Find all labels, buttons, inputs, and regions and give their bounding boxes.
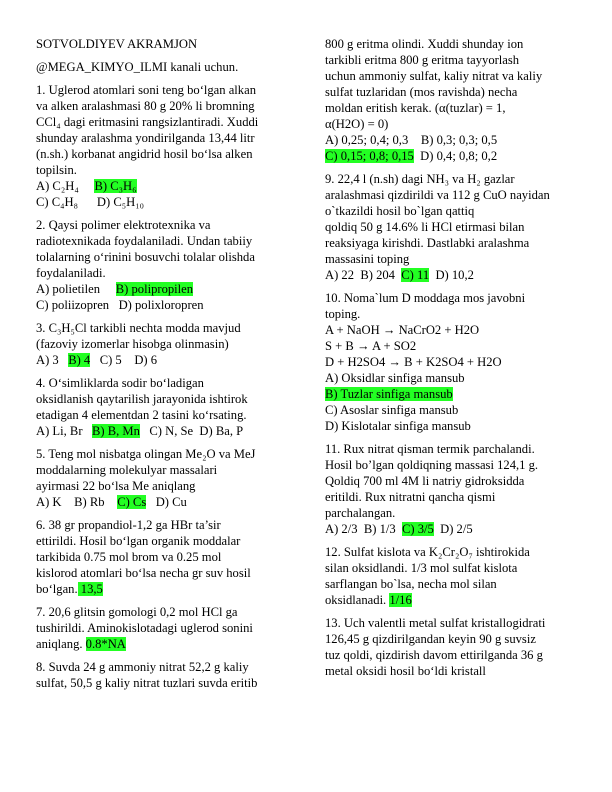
option-c-answer: C) 0,15; 0,8; 0,15 bbox=[325, 149, 414, 163]
options-row bbox=[325, 521, 581, 537]
option-b-answer: B) polipropilen bbox=[115, 282, 194, 296]
question-7: 7. 20,6 glitsin gomologi 0,2 mol HCl ga tushirildi. Aminokislotadagi uglerod sonini aniqlang. 0.8*NA bbox=[36, 605, 253, 651]
answer-highlight: 1/16 bbox=[389, 593, 412, 607]
option-a: A) Oksidlar sinfiga mansub bbox=[325, 371, 465, 385]
option-b-answer: B) Tuzlar sinfiga mansub bbox=[325, 387, 453, 401]
question-2: 2. Qaysi polimer elektrotexnika va radiotexnikada foydalaniladi. Undan tabiiy tolalarning o‘rinini bosuvchi tolalar olishda foydalaniladi. A) polietilen B) polipropilen C) poliizopren D) polixloropren bbox=[36, 217, 292, 313]
left-column bbox=[36, 36, 292, 698]
options-row bbox=[36, 423, 292, 439]
option-a: A) 0,25; 0,4; 0,3 bbox=[325, 133, 409, 147]
option-d: D) 6 bbox=[134, 353, 158, 367]
question-3: 3. C₃H₅Cl tarkibli nechta modda mavjud (fazoviy izomerlar hisobga olinmasin) A) 3 B) 4 C) 5 D) 6 bbox=[36, 320, 292, 368]
answer-highlight: 0.8*NA bbox=[85, 637, 126, 651]
option-d: D) Ba, P bbox=[199, 424, 244, 438]
options-row bbox=[36, 281, 292, 297]
option-a: A) 3 bbox=[36, 353, 59, 367]
question-11: 11. Rux nitrat qisman termik parchalandi. Hosil bo’lgan qoldiqning massasi 124,1 g. Qoldiq 700 ml 4M li natriy gidroksidda eritildi. Rux nitratni qancha qismi parchalangan. A) 2/3 B) 1/3 C) 3/5 D) 2/5 bbox=[325, 441, 581, 537]
option-c-answer: C) 11 bbox=[401, 268, 430, 282]
option-a: A) 2/3 bbox=[325, 522, 358, 536]
question-8-start: 8. Suvda 24 g ammoniy nitrat 52,2 g kaliy sulfat, 50,5 g kaliy nitrat tuzlari suvda eritib bbox=[36, 660, 258, 690]
option-a: A) 22 bbox=[325, 268, 355, 282]
option-b-answer: B) 4 bbox=[68, 353, 91, 367]
option-d: D) polixloropren bbox=[118, 298, 204, 312]
right-column bbox=[325, 36, 581, 686]
option-b: B) 204 bbox=[360, 268, 395, 282]
options-row bbox=[36, 194, 292, 210]
question-12: 12. Sulfat kislota va K₂Cr₂O₇ ishtirokida silan oksidlandi. 1/3 mol sulfat kislota sarflangan bo`lsa, necha mol silan oksidlanadi. 1/16 bbox=[325, 545, 530, 607]
channel-line: @MEGA_KIMYO_ILMI kanali uchun. bbox=[36, 60, 239, 74]
option-b-answer: B) B, Mn bbox=[91, 424, 140, 438]
option-a: A) K bbox=[36, 495, 62, 509]
question-9: 9. 22,4 l (n.sh) dagi NH₃ va H₂ gazlar aralashmasi qizdirildi va 112 g CuO nayidan o`tkazildi hosil bo`lgan qattiq qoldiq 50 g 14.6% li HCl etirmasi bilan reaksiyaga kirishdi. Dastlabki aralashma massasini toping A) 22 B) 204 C) 11 D) 10,2 bbox=[325, 171, 581, 283]
option-c-answer: C) Cs bbox=[117, 495, 147, 509]
options-row bbox=[36, 297, 292, 313]
question-1: 1. Uglerod atomlari soni teng bo‘lgan alkan va alken aralashmasi 80 g 20% li bromning CCl₄ dagi eritmasini rangsizlantiradi. Xuddi shunday aralashma yondirilganda 13,44 litr (n.sh.) korbanat angidrid hosil bo‘lsa alken topilsin. A) C₂H₄ B) C₃H₆ C) C₄H₈ D) C₅H₁₀ bbox=[36, 82, 292, 210]
option-c: C) C₄H₈ bbox=[36, 195, 79, 209]
option-a: A) Li, Br bbox=[36, 424, 83, 438]
option-d: D) 0,4; 0,8; 0,2 bbox=[420, 149, 498, 163]
option-c: C) Asoslar sinfiga mansub bbox=[325, 403, 459, 417]
option-b: B) 1/3 bbox=[363, 522, 396, 536]
option-b-answer: B) C₃H₆ bbox=[94, 179, 137, 193]
question-8-cont: 800 g eritma olindi. Xuddi shunday ion tarkibli eritma 800 g eritma tayyorlash uchun ammoniy sulfat, kaliy nitrat va kaliy sulfat tuzlaridan (mos ravishda) necha moldan eritish kerak. (α(tuzlar) = 1, α(H2O) = 0) A) 0,25; 0,4; 0,3 B) 0,3; 0,3; 0,5 C) 0,15; 0,8; 0,15 D) 0,4; 0,8; 0,2 bbox=[325, 36, 581, 164]
options-row bbox=[325, 148, 581, 164]
option-d: D) Kislotalar sinfiga mansub bbox=[325, 419, 471, 433]
question-6: 6. 38 gr propandiol-1,2 ga HBr ta’sir ettirildi. Hosil bo‘lgan organik moddalar tarkibida 0.75 mol brom va 0.25 mol kislorod atomlari bo‘lsa necha gr suv hosil bo‘lgan. 13,5 bbox=[36, 518, 251, 596]
option-c: C) poliizopren bbox=[36, 298, 110, 312]
options-row bbox=[36, 352, 292, 368]
option-c: C) N, Se bbox=[149, 424, 194, 438]
options-row bbox=[36, 494, 292, 510]
option-d: D) 2/5 bbox=[440, 522, 473, 536]
options-row bbox=[325, 132, 581, 148]
question-4: 4. O‘simliklarda sodir bo‘ladigan oksidlanish qaytarilish jarayonida ishtirok etadigan 4 elementdan 2 tasini ko‘rsating. A) Li, Br B) B, Mn C) N, Se D) Ba, P bbox=[36, 375, 292, 439]
option-b: B) Rb bbox=[74, 495, 105, 509]
option-b: B) 0,3; 0,3; 0,5 bbox=[420, 133, 498, 147]
question-5: 5. Teng mol nisbatga olingan Me₂O va MeJ moddalarning molekulyar massalari ayirmasi 22 bo‘lsa Me aniqlang A) K B) Rb C) Cs D) Cu bbox=[36, 446, 292, 510]
option-c-answer: C) 3/5 bbox=[401, 522, 434, 536]
question-10: 10. Noma`lum D moddaga mos javobni toping. A + NaOH → NaCrO2 + H2O S + B → A + SO2 D + H2SO4 → B + K2SO4 + H2O A) Oksidlar sinfiga mansub B) Tuzlar sinfiga mansub C) Asoslar sinfiga mansub D) Kislotalar sinfiga mansub bbox=[325, 290, 581, 434]
author-name: SOTVOLDIYEV AKRAMJON bbox=[36, 37, 198, 51]
option-d: D) C₅H₁₀ bbox=[96, 195, 145, 209]
option-d: D) Cu bbox=[155, 495, 187, 509]
option-d: D) 10,2 bbox=[435, 268, 474, 282]
answer-highlight: 13,5 bbox=[77, 582, 103, 596]
question-13: 13. Uch valentli metal sulfat kristallogidrati 126,45 g qizdirilgandan keyin 90 g suvsiz tuz qoldi, qizdirish davom ettirilganda 36 g metal oksidi hosil bo‘ldi kristall bbox=[325, 616, 546, 678]
options-row bbox=[325, 267, 581, 283]
options-row bbox=[36, 178, 292, 194]
option-c: C) 5 bbox=[99, 353, 122, 367]
option-a: A) polietilen bbox=[36, 282, 101, 296]
option-a: A) C₂H₄ bbox=[36, 179, 79, 193]
